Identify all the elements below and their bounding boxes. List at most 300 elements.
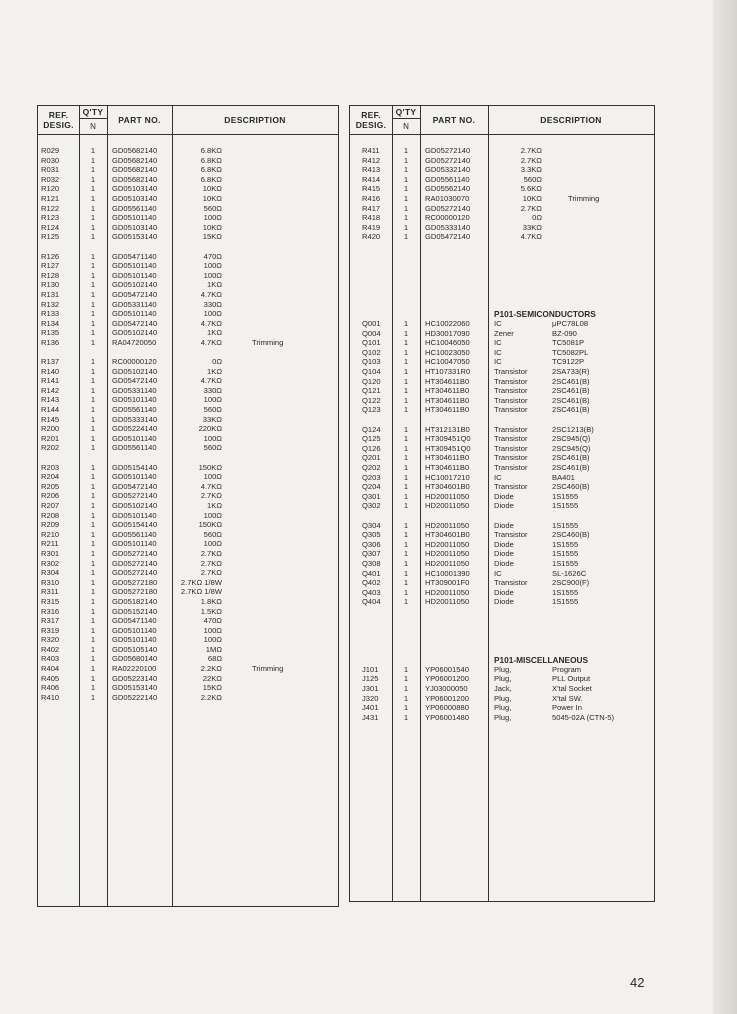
cell-part: GD05332140 [425,165,471,175]
cell-val: 560Ω [523,174,542,184]
table-row [38,559,338,569]
cell-ref: Q304 [362,520,381,530]
table-row [350,348,654,358]
cell-part: HT304611B0 [425,463,470,472]
cell-ref: R128 [41,270,60,280]
cell-ref: R319 [41,625,60,635]
cell-ref: J125 [362,674,379,684]
cell-qty: 1 [403,587,409,597]
cell-part: HC10022060 [425,319,470,329]
header-ref: REF. DESIG. [43,110,74,130]
cell-qty: 1 [403,174,409,184]
row-spacer [350,300,654,310]
cell-val: BA401 [552,472,575,482]
cell-ref: R121 [41,193,60,203]
cell-val: 2SA733(R) [552,367,590,377]
table-row [38,616,338,626]
table-row [350,146,654,156]
table-row [350,377,654,387]
table-row [350,588,654,598]
cell-ref: R302 [41,558,60,568]
cell-ref: R134 [41,318,60,328]
cell-val: TC9122P [552,357,585,367]
table-row [38,194,338,204]
cell-ref: R126 [41,251,60,261]
cell-val: 100Ω [203,261,222,271]
cell-ref: Q126 [362,443,381,453]
cell-part: GD05272180 [112,577,158,587]
cell-ref: R418 [362,213,381,223]
cell-qty: 1 [403,539,409,549]
cell-qty: 1 [90,587,96,597]
cell-ref: R136 [41,337,60,347]
cell-part: GD05102140 [112,500,158,510]
cell-val: TC5082PL [552,347,589,357]
cell-qty: 1 [90,520,96,530]
cell-val: 1S1555 [552,587,579,597]
cell-qty: 1 [403,424,409,434]
cell-val: 2.7KΩ [200,548,222,558]
cell-val: 2.2KΩ [200,664,222,674]
table-row [38,530,338,540]
cell-kind: Transistor [494,443,528,453]
cell-val: 2.7KΩ [200,491,222,501]
row-spacer [350,626,654,636]
cell-qty: 1 [403,684,409,694]
cell-qty: 1 [90,654,96,664]
cell-kind: Diode [494,491,514,501]
table-row [38,146,338,156]
table-row [38,683,338,693]
cell-ref: Q102 [362,347,381,357]
cell-qty: 1 [90,280,96,290]
cell-part: GD05272140 [112,491,158,501]
cell-val: 2SC461(B) [552,405,590,415]
row-spacer [38,453,338,463]
table-row [350,319,654,329]
table-row [350,684,654,694]
cell-part: RA04720050 [112,337,157,347]
cell-qty: 1 [403,491,409,501]
cell-val: 2SC945(Q) [552,443,591,453]
cell-part: GD05682140 [112,174,158,184]
cell-qty: 1 [403,712,409,722]
cell-part: GD05561140 [112,405,157,415]
cell-part: GD05680140 [112,654,158,664]
table-row [350,184,654,194]
cell-part: HT107331R0 [425,367,471,377]
table-row [350,425,654,435]
cell-val: 3.3KΩ [520,165,542,175]
cell-qty: 1 [90,558,96,568]
cell-val: 4.7KΩ [200,481,222,491]
cell-part: GD05101140 [112,261,157,271]
cell-val: 100Ω [203,510,222,520]
cell-qty: 1 [90,433,96,443]
table-row [350,501,654,511]
cell-val: 33KΩ [522,222,542,232]
cell-kind: Zener [494,328,514,338]
cell-qty: 1 [403,568,409,578]
cell-qty: 1 [90,625,96,635]
cell-part: RA02220100 [112,664,157,674]
table-row [350,703,654,713]
cell-val: 0Ω [212,357,222,367]
cell-ref: Q302 [362,501,381,511]
table-row [38,664,338,674]
cell-part: GD05224140 [112,424,158,434]
cell-val: 4.7KΩ [200,337,222,347]
table-row [350,492,654,502]
cell-part: GD05562140 [425,184,471,194]
table-row [38,213,338,223]
cell-ref: Q401 [362,568,381,578]
cell-ref: R131 [41,289,60,299]
table-row [350,463,654,473]
cell-ref: R124 [41,222,60,232]
table-row [38,261,338,271]
cell-kind: Diode [494,520,514,530]
table-row [38,405,338,415]
cell-part: GD05472140 [112,289,158,299]
cell-ref: R203 [41,462,60,472]
cell-ref: Q123 [362,405,381,415]
cell-val: Program [552,664,582,674]
cell-val: 0Ω [532,213,542,223]
cell-val: 2.7KΩ 1/8W [180,577,222,587]
cell-part: GD05101140 [112,472,157,482]
cell-val: Power In [552,703,582,713]
cell-qty: 1 [90,155,96,165]
cell-val: 2SC461(B) [552,376,590,386]
cell-part: HT304611B0 [425,395,470,405]
cell-kind: Transistor [494,530,528,540]
cell-val: 560Ω [203,405,222,415]
row-spacer [350,607,654,617]
header-qty-n: N [79,118,107,135]
cell-kind: Plug, [494,664,512,674]
table-row [38,693,338,703]
cell-ref: R205 [41,481,60,491]
cell-part: YJ03000050 [425,684,468,694]
cell-part: GD05272180 [112,587,158,597]
table-row [38,338,338,348]
cell-ref: Q402 [362,578,381,588]
cell-note: Trimming [568,193,600,203]
table-row [38,175,338,185]
row-spacer [350,252,654,262]
cell-part: RC00000120 [425,213,470,223]
cell-part: GD05472140 [112,376,158,386]
table-row [38,223,338,233]
table-row [38,654,338,664]
cell-val: 2.7KΩ [520,146,542,155]
cell-val: 100Ω [203,309,222,319]
cell-qty: 1 [90,357,96,367]
cell-ref: R122 [41,203,60,213]
cell-qty: 1 [403,376,409,386]
table-row [350,396,654,406]
cell-ref: J301 [362,684,379,694]
cell-qty: 1 [90,481,96,491]
cell-ref: R413 [362,165,381,175]
cell-kind: Transistor [494,367,528,377]
cell-ref: R135 [41,328,60,338]
cell-val: 2.7KΩ 1/8W [180,587,222,597]
table-row [350,386,654,396]
cell-qty: 1 [90,261,96,271]
cell-val: TC5081P [552,338,585,348]
cell-val: 10KΩ [202,184,222,194]
cell-part: HT304611B0 [425,386,470,396]
table-row [350,569,654,579]
cell-qty: 1 [403,232,409,242]
page-edge-shadow [713,0,737,1014]
cell-qty: 1 [90,644,96,654]
cell-kind: Diode [494,597,514,607]
cell-val: 1KΩ [207,280,222,290]
cell-val: 2SC461(B) [552,386,590,396]
cell-part: GD05105140 [112,644,158,654]
table-row [350,223,654,233]
cell-qty: 1 [403,463,409,472]
header-qty: Q'TY [395,107,417,117]
cell-ref: R414 [362,174,381,184]
cell-ref: Q203 [362,472,381,482]
cell-qty: 1 [90,692,96,702]
table-row [350,453,654,463]
cell-part: YP06001200 [425,674,469,684]
cell-ref: R200 [41,424,60,434]
cell-ref: R411 [362,146,380,155]
cell-qty: 1 [403,367,409,377]
cell-val: 1.8KΩ [200,596,222,606]
cell-val: 150KΩ [198,462,222,472]
table-row [350,405,654,415]
cell-part: GD05472140 [112,481,158,491]
cell-ref: R143 [41,395,60,405]
cell-qty: 1 [403,453,409,463]
cell-qty: 1 [90,510,96,520]
cell-qty: 1 [90,664,96,674]
cell-val: 100Ω [203,213,222,223]
cell-ref: R210 [41,529,60,539]
cell-val: 6.8KΩ [200,155,222,165]
cell-val: 560Ω [203,203,222,213]
cell-val: 1KΩ [207,366,222,376]
cell-kind: Diode [494,558,514,568]
cell-qty: 1 [403,674,409,684]
cell-qty: 1 [403,703,409,713]
cell-val: 22KΩ [202,673,222,683]
cell-kind: Transistor [494,453,528,463]
cell-qty: 1 [403,482,409,492]
cell-ref: R032 [41,174,60,184]
cell-part: GD05153140 [112,683,158,693]
cell-ref: R304 [41,568,60,578]
cell-ref: R417 [362,203,381,213]
cell-ref: Q122 [362,395,381,405]
cell-qty: 1 [90,146,96,155]
cell-part: GD05102140 [112,366,158,376]
table-row [350,482,654,492]
cell-val: 470Ω [203,251,222,261]
cell-part: GD05102140 [112,280,158,290]
section-heading: P101-MISCELLANEOUS [494,654,589,665]
row-spacer [38,242,338,252]
table-row [38,635,338,645]
cell-qty: 1 [403,203,409,213]
cell-qty: 1 [90,683,96,693]
cell-val: 5045-02A (CTN-5) [552,712,615,722]
cell-qty: 1 [403,443,409,453]
cell-part: GD05272140 [425,146,471,155]
cell-qty: 1 [403,165,409,175]
cell-qty: 1 [90,193,96,203]
cell-val: 1S1555 [552,597,579,607]
cell-qty: 1 [90,616,96,626]
cell-part: GD05272140 [112,568,158,578]
cell-val: μPC78L08 [552,319,589,329]
header-qty: Q'TY [82,107,104,117]
cell-ref: R403 [41,654,60,664]
cell-qty: 1 [90,635,96,645]
cell-ref: R144 [41,405,60,415]
cell-ref: R206 [41,491,60,501]
cell-part: HT304601B0 [425,530,470,540]
table-row [350,578,654,588]
table-body-right [350,146,654,722]
cell-ref: R133 [41,309,60,319]
cell-qty: 1 [90,529,96,539]
cell-ref: Q204 [362,482,381,492]
row-spacer [350,290,654,300]
cell-part: HC10047050 [425,357,470,367]
table-row [38,184,338,194]
cell-qty: 1 [403,395,409,405]
cell-part: HD30017090 [425,328,470,338]
cell-val: 100Ω [203,395,222,405]
cell-part: GD05103140 [112,184,158,194]
cell-ref: J431 [362,712,379,722]
cell-ref: R416 [362,193,381,203]
cell-part: HD20011050 [425,520,470,530]
cell-ref: R208 [41,510,60,520]
cell-val: 2SC461(B) [552,463,590,472]
cell-qty: 1 [403,549,409,559]
cell-qty: 1 [90,289,96,299]
cell-ref: R211 [41,539,59,549]
cell-val: 2SC460(B) [552,482,590,492]
cell-part: GD05472140 [425,232,471,242]
table-row [38,626,338,636]
cell-ref: R402 [41,644,60,654]
parts-table-left [37,105,339,907]
cell-kind: Diode [494,501,514,511]
table-row [38,645,338,655]
cell-val: 2.2KΩ [200,692,222,702]
header-part-no: PART NO. [118,115,161,125]
cell-val: X'tal Socket [552,684,592,694]
row-spacer [350,636,654,646]
cell-note: Trimming [252,664,284,674]
cell-part: HT304611B0 [425,453,470,463]
header-description: DESCRIPTION [224,115,286,125]
cell-part: HC10023050 [425,347,470,357]
cell-part: RC00000120 [112,357,157,367]
cell-ref: R137 [41,357,60,367]
cell-part: HT309451Q0 [425,434,471,444]
row-spacer [350,645,654,655]
cell-part: GD05331140 [112,299,157,309]
cell-qty: 1 [403,338,409,348]
cell-kind: IC [494,338,502,348]
cell-val: 560Ω [203,529,222,539]
cell-val: 330Ω [203,385,222,395]
cell-part: GD05101140 [112,635,157,645]
cell-val: 15KΩ [202,683,222,693]
cell-kind: IC [494,472,502,482]
cell-qty: 1 [90,568,96,578]
cell-ref: R141 [41,376,60,386]
cell-part: GD05154140 [112,520,158,530]
table-row [38,424,338,434]
cell-qty: 1 [90,472,96,482]
cell-ref: R140 [41,366,60,376]
cell-val: 470Ω [203,616,222,626]
cell-qty: 1 [90,405,96,415]
table-row [38,674,338,684]
cell-qty: 1 [403,357,409,367]
cell-val: X'tal SW. [552,693,583,703]
table-row [350,674,654,684]
cell-ref: R123 [41,213,60,223]
section-heading: P101-SEMICONDUCTORS [494,309,596,320]
table-row [38,491,338,501]
table-row [350,329,654,339]
header-ref: REF. DESIG. [355,110,387,130]
cell-val: 1S1555 [552,558,579,568]
cell-qty: 1 [403,146,409,155]
row-spacer [350,271,654,281]
table-row [38,271,338,281]
cell-part: GD05472140 [112,318,158,328]
cell-part: GD05561140 [112,529,157,539]
cell-val: 1MΩ [205,644,222,654]
cell-ref: R405 [41,673,60,683]
cell-ref: Q305 [362,530,381,540]
cell-part: GD05272140 [425,155,471,165]
cell-qty: 1 [90,213,96,223]
row-spacer [350,415,654,425]
cell-val: 4.7KΩ [200,376,222,386]
cell-val: 150KΩ [198,520,222,530]
table-row [38,501,338,511]
cell-ref: Q120 [362,376,381,386]
table-row [38,443,338,453]
cell-qty: 1 [403,328,409,338]
cell-qty: 1 [403,597,409,607]
cell-kind: IC [494,347,502,357]
cell-part: GD05101140 [112,510,157,520]
row-spacer [350,280,654,290]
cell-part: GD05561140 [425,174,470,184]
table-row [38,549,338,559]
table-row [350,434,654,444]
cell-kind: Transistor [494,578,528,588]
table-row [38,204,338,214]
cell-val: 1S1555 [552,501,579,511]
